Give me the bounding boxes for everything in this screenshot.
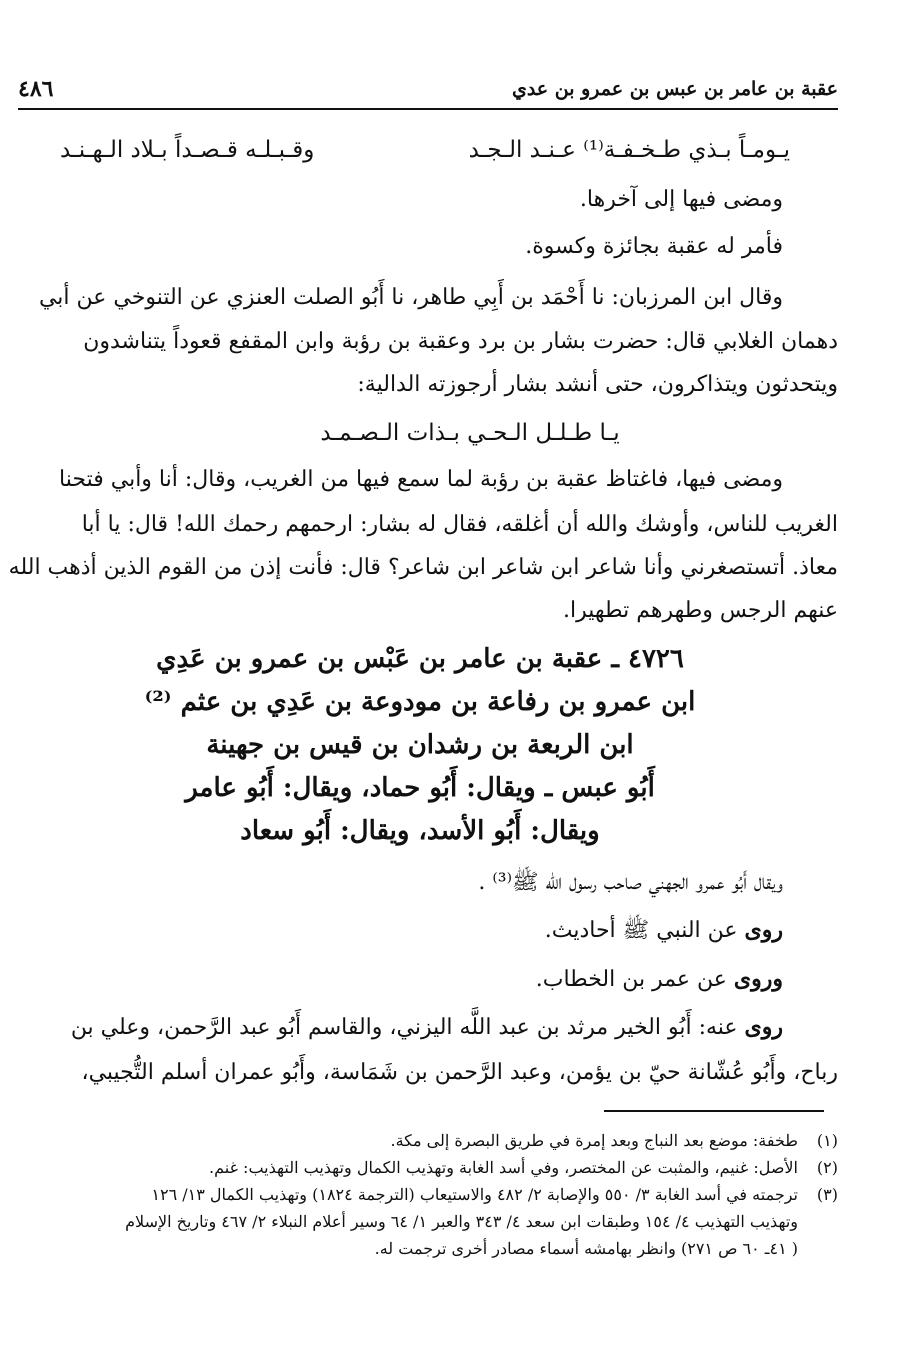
text-line: الغريب للناس، وأوشك والله أن أغلقه، فقال له بشار: ارحمهم رحمك الله! قال: يا أبا <box>81 512 838 537</box>
text-line: فأمر له عقبة بجائزة وكسوة. <box>525 234 783 259</box>
text-line: عنهم الرجس وطهرهم تطهيرا. <box>563 598 838 623</box>
text-line: ويتحدثون ويتذاكرون، حتى أنشد بشار أرجوزته الدالية: <box>357 372 838 397</box>
footnote <box>18 1181 838 1208</box>
footnote-number: (١) <box>816 1131 838 1150</box>
text-line: دهمان الغلابي قال: حضرت بشار بن برد وعقبة بن رؤبة وابن المقفع قعوداً يتناشدون <box>83 329 838 354</box>
page-number: ٤٨٦ <box>18 76 54 102</box>
text-line: ويقال أَبُو عمرو الجهني صاحب رسول الله ﷺ⁽³⁾ . <box>478 870 783 895</box>
verse-single <box>250 420 690 446</box>
heading-line: ابن الربعة بن رشدان بن قيس بن جهينة <box>206 730 634 760</box>
verse-hemistich-right: يـومـاً بـذي طـخـفـة⁽¹⁾ عـنـد الـجـد <box>468 137 790 163</box>
heading-line: ويقال: أَبُو الأسد، ويقال: أَبُو سعاد <box>240 816 600 846</box>
text-line: ومضى فيها، فاغتاظ عقبة بن رؤبة لما سمع فيها من الغريب، وقال: أنا وأبي فتحنا <box>59 467 783 492</box>
text-line <box>545 912 783 949</box>
riwaya-lead: وروى <box>733 966 783 992</box>
footnote-text: ترجمته في أسد الغابة ٣/ ٥٥٠ والإصابة ٢/ ٤٨٢ والاستيعاب (الترجمة ١٨٢٤) وتهذيب الكمال ١٣/ ١٢٦ <box>151 1185 798 1204</box>
heading-line: أَبُو عبس ـ ويقال: أَبُو حماد، ويقال: أَبُو عامر <box>185 773 655 803</box>
page-header <box>18 70 838 110</box>
text-line: رباح، وأَبُو عُشّانة حيّ بن يؤمن، وعبد الرَّحمن بن شَمَاسة، وأَبُو عمران أسلم التُّجيبي، <box>81 1060 838 1085</box>
biography-heading <box>120 638 720 853</box>
verse-text: يـا طـلـل الـحـي بـذات الـصـمـد <box>320 420 620 446</box>
footnote-text: ( ٤١ـ ٦٠ ص ٢٧١) وانظر بهامشه أسماء مصادر أخرى ترجمت له. <box>374 1239 798 1258</box>
verse-hemistich-left: وقـبـلـه قـصـداً بـلاد الـهـنـد <box>60 137 315 163</box>
heading-line: ٤٧٢٦ ـ عقبة بن عامر بن عَبْس بن عمرو بن عَدِي <box>156 644 684 674</box>
footnote <box>18 1235 838 1262</box>
footnote <box>18 1127 838 1154</box>
verse-couplet <box>60 137 790 163</box>
riwaya-text: عنه: أَبُو الخير مرثد بن عبد اللَّه اليزني، والقاسم أَبُو عبد الرَّحمن، وعلي بن <box>70 1015 745 1040</box>
footnote-text: وتهذيب التهذيب ٤/ ١٥٤ وطبقات ابن سعد ٤/ ٣٤٣ والعبر ١/ ٦٤ وسير أعلام النبلاء ٢/ ٤٦٧ وتاريخ الإسلام <box>125 1212 798 1231</box>
text-line: وقال ابن المرزبان: نا أَحْمَد بن أَبِي طاهر، نا أَبُو الصلت العنزي عن التنوخي عن أبي <box>38 285 783 310</box>
text-line <box>536 961 783 998</box>
heading-line: ابن عمرو بن رفاعة بن مودوعة بن عَدِي بن عثم ⁽²⁾ <box>144 687 696 717</box>
riwaya-text: عن النبي ﷺ أحاديث. <box>544 918 745 943</box>
riwaya-text: عن عمر بن الخطاب. <box>535 967 734 992</box>
footnote-number: (٣) <box>816 1185 838 1204</box>
riwaya-lead: روى <box>744 1014 783 1040</box>
footnote <box>18 1154 838 1181</box>
text-line: ومضى فيها إلى آخرها. <box>579 187 783 212</box>
footnote-text: الأصل: غنيم، والمثبت عن المختصر، وفي أسد الغابة وتهذيب الكمال وتهذيب التهذيب: غنم. <box>209 1158 798 1177</box>
footnote-number: (٢) <box>816 1158 838 1177</box>
footnote <box>18 1208 838 1235</box>
footnote-text: طخفة: موضع بعد النباج وبعد إمرة في طريق البصرة إلى مكة. <box>390 1131 798 1150</box>
running-title: عقبة بن عامر بن عبس بن عمرو بن عدي <box>511 78 838 100</box>
riwaya-lead: روى <box>744 917 783 943</box>
footnote-separator <box>604 1110 824 1112</box>
text-line <box>71 1009 783 1046</box>
text-line: معاذ. أتستصغرني وأنا شاعر ابن شاعر ابن شاعر؟ قال: فأنت إذن من القوم الذين أذهب الله <box>8 555 838 580</box>
